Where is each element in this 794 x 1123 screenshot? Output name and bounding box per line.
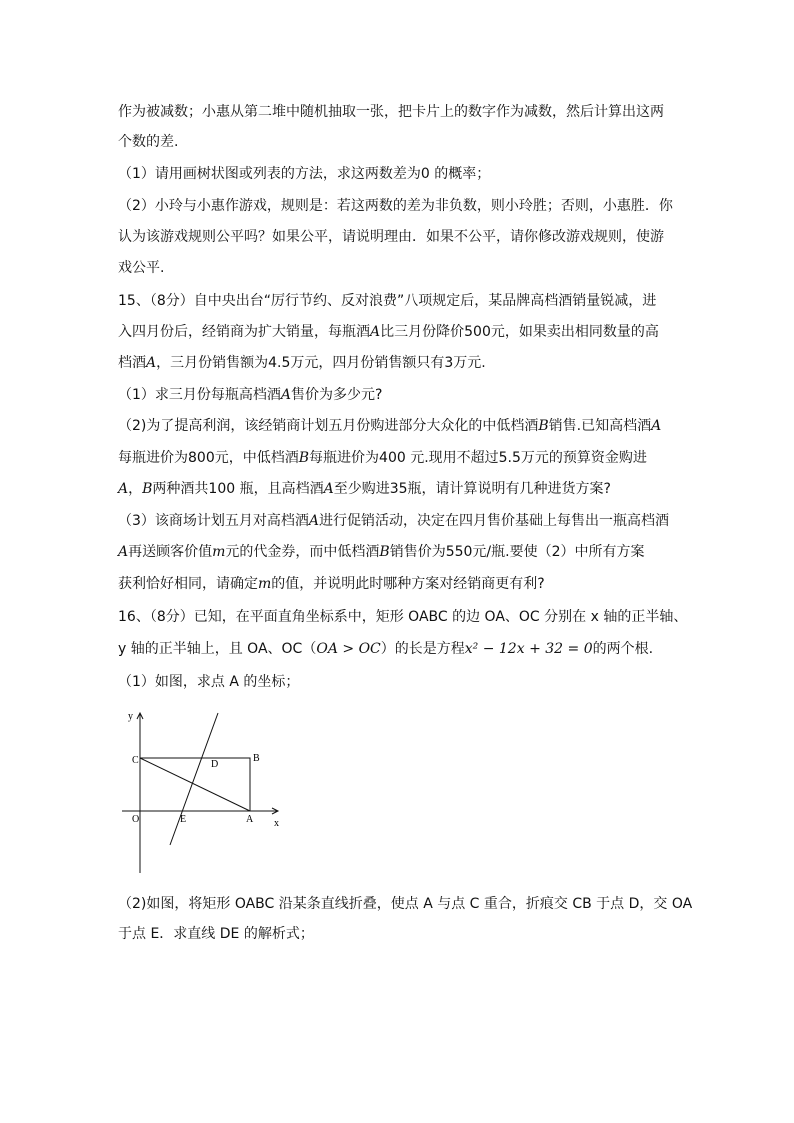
p15-q1: （1）求三月份每瓶高档酒A售价为多少元? [118, 387, 383, 403]
intro-line-2: 个数的差. [118, 134, 179, 150]
q2-line-3: 戏公平. [118, 260, 165, 276]
p15-q2-line-2: 每瓶进价为800元，中低档酒B每瓶进价为400 元.现用不超过5.5万元的预算资金购进 [118, 450, 647, 466]
q2-line-2: 认为该游戏规则公平吗？如果公平，请说明理由．如果不公平，请你修改游戏规则，使游 [118, 229, 664, 245]
p16-q1: （1）如图，求点 A 的坐标； [118, 674, 300, 690]
p15-q3-line-1: （3）该商场计划五月对高档酒A进行促销活动，决定在四月售价基础上每售出一瓶高档酒 [118, 513, 670, 529]
intro-line-1: 作为被减数；小惠从第二堆中随机抽取一张，把卡片上的数字作为减数，然后计算出这两 [118, 104, 664, 120]
label-a: A [246, 814, 254, 825]
diagonal-ca [140, 758, 250, 811]
p15-q2-line-1: （2)为了提高利润，该经销商计划五月份购进部分大众化的中低档酒B销售.已知高档酒A [118, 418, 662, 434]
p15-q3-line-2: A再送顾客价值m元的代金券，而中低档酒B销售价为550元/瓶.要使（2）中所有方案 [118, 544, 645, 560]
p15-line-2: 入四月份后，经销商为扩大销量，每瓶酒A比三月份降价500元，如果卖出相同数量的高 [118, 324, 659, 340]
p16-line-1: 16、（8分）已知，在平面直角坐标系中，矩形 OABC 的边 OA、OC 分别在 x 轴的正半轴、 [118, 609, 688, 625]
p15-line-1: 15、（8分）自中央出台“厉行节约、反对浪费”八项规定后，某品牌高档酒销量锐减，进 [118, 293, 657, 309]
p16-q2-line-1: （2)如图，将矩形 OABC 沿某条直线折叠，使点 A 与点 C 重合，折痕交 CB 于点 D，交 OA [118, 896, 693, 912]
coordinate-figure [112, 705, 292, 885]
label-o: O [132, 814, 140, 825]
p15-line-3: 档酒A，三月份销售额为4.5万元，四月份销售额只有3万元. [118, 355, 486, 371]
equation: x² − 12x + 32 = 0 [464, 641, 593, 657]
label-x: x [274, 818, 279, 829]
p16-q2-line-2: 于点 E．求直线 DE 的解析式； [118, 926, 314, 942]
label-b: B [253, 753, 260, 764]
label-e: E [180, 814, 187, 825]
label-y: y [128, 711, 133, 722]
fold-line-de [170, 713, 218, 845]
p15-q2-line-3: A，B两种酒共100 瓶，且高档酒A至少购进35瓶，请计算说明有几种进货方案? [118, 481, 611, 497]
q1-text: （1）请用画树状图或列表的方法，求这两数差为0 的概率； [118, 166, 491, 182]
p16-line-2: y 轴的正半轴上，且 OA、OC（OA > OC）的长是方程x² − 12x + 32 = 0的两个根. [118, 641, 654, 657]
condition: OA > OC [316, 641, 381, 657]
label-d: D [211, 759, 219, 770]
label-c: C [132, 755, 139, 766]
p15-q3-line-3: 获利恰好相同，请确定m的值，并说明此时哪种方案对经销商更有利? [118, 576, 545, 592]
q2-line-1: （2）小玲与小惠作游戏，规则是：若这两数的差为非负数，则小玲胜；否则，小惠胜．你 [118, 198, 673, 214]
